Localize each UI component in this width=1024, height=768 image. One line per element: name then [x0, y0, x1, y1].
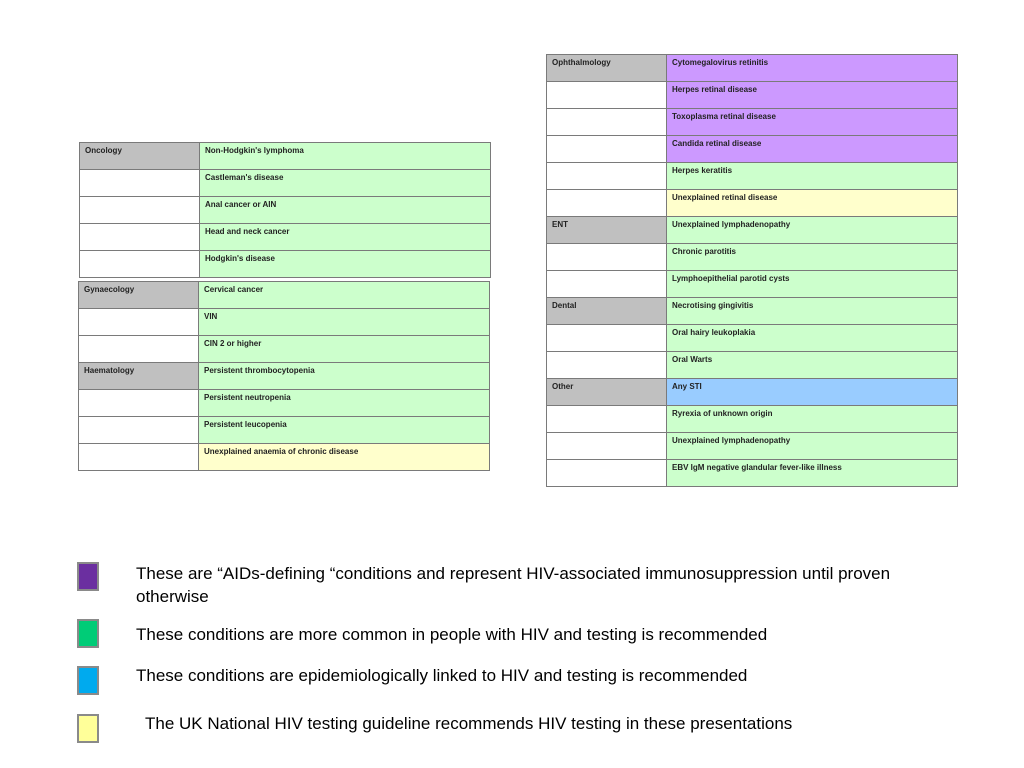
category-cell	[547, 82, 667, 109]
oncology-table	[79, 142, 491, 278]
legend-swatch-green	[77, 619, 99, 648]
condition-cell: Unexplained retinal disease	[667, 190, 958, 217]
table-row	[79, 444, 490, 471]
category-cell	[547, 109, 667, 136]
category-cell	[79, 390, 199, 417]
condition-cell: Unexplained anaemia of chronic disease	[199, 444, 490, 471]
table-row	[547, 136, 958, 163]
condition-cell: Any STI	[667, 379, 958, 406]
legend-text-aids-defining: These are “AIDs-defining “conditions and represent HIV-associated immunosuppression until proven otherwise	[136, 564, 891, 606]
condition-cell: Castleman's disease	[200, 170, 491, 197]
category-cell: Oncology	[80, 143, 200, 170]
condition-cell: Head and neck cancer	[200, 224, 491, 251]
condition-cell: CIN 2 or higher	[199, 336, 490, 363]
category-cell	[80, 224, 200, 251]
legend-text-uk-guideline: The UK National HIV testing guideline recommends HIV testing in these presentations	[145, 714, 793, 733]
table-row	[547, 244, 958, 271]
table-row	[80, 170, 491, 197]
table-row	[547, 406, 958, 433]
legend-text-more-common: These conditions are more common in people with HIV and testing is recommended	[136, 625, 768, 644]
condition-cell: Candida retinal disease	[667, 136, 958, 163]
category-cell	[547, 406, 667, 433]
table-row	[547, 379, 958, 406]
table-row	[79, 309, 490, 336]
condition-cell: Unexplained lymphadenopathy	[667, 433, 958, 460]
table-row	[80, 197, 491, 224]
table-row	[547, 298, 958, 325]
legend-swatch-yellow	[77, 714, 99, 743]
table-row	[547, 163, 958, 190]
category-cell	[79, 336, 199, 363]
gynaecology-haematology-table	[78, 281, 490, 471]
table-row	[547, 460, 958, 487]
ophthalmology-ent-dental-other-table	[546, 54, 958, 487]
category-cell	[547, 244, 667, 271]
condition-cell: Herpes keratitis	[667, 163, 958, 190]
category-cell	[547, 271, 667, 298]
category-cell	[79, 309, 199, 336]
table-row	[547, 82, 958, 109]
legend-swatch-blue	[77, 666, 99, 695]
condition-cell: Necrotising gingivitis	[667, 298, 958, 325]
table-row	[79, 336, 490, 363]
category-cell	[80, 170, 200, 197]
table-row	[80, 251, 491, 278]
table-row	[547, 325, 958, 352]
category-cell	[547, 433, 667, 460]
category-cell: Dental	[547, 298, 667, 325]
category-cell	[547, 136, 667, 163]
category-cell: Gynaecology	[79, 282, 199, 309]
table-row	[80, 224, 491, 251]
table-row	[547, 190, 958, 217]
category-cell: ENT	[547, 217, 667, 244]
table-row	[79, 417, 490, 444]
category-cell	[80, 251, 200, 278]
category-cell	[79, 417, 199, 444]
category-cell: Ophthalmology	[547, 55, 667, 82]
condition-cell: EBV IgM negative glandular fever-like illness	[667, 460, 958, 487]
condition-cell: Oral hairy leukoplakia	[667, 325, 958, 352]
condition-cell: Cervical cancer	[199, 282, 490, 309]
condition-cell: Persistent leucopenia	[199, 417, 490, 444]
category-cell: Haematology	[79, 363, 199, 390]
category-cell: Other	[547, 379, 667, 406]
condition-cell: VIN	[199, 309, 490, 336]
condition-cell: Oral Warts	[667, 352, 958, 379]
condition-cell: Persistent thrombocytopenia	[199, 363, 490, 390]
category-cell	[547, 325, 667, 352]
table-row	[547, 352, 958, 379]
table-row	[547, 433, 958, 460]
category-cell	[80, 197, 200, 224]
legend-swatch-purple	[77, 562, 99, 591]
table-row	[547, 271, 958, 298]
table-row	[80, 143, 491, 170]
condition-cell: Herpes retinal disease	[667, 82, 958, 109]
condition-cell: Chronic parotitis	[667, 244, 958, 271]
table-row	[79, 282, 490, 309]
condition-cell: Hodgkin's disease	[200, 251, 491, 278]
category-cell	[547, 190, 667, 217]
condition-cell: Anal cancer or AIN	[200, 197, 491, 224]
table-row	[79, 363, 490, 390]
condition-cell: Persistent neutropenia	[199, 390, 490, 417]
category-cell	[547, 460, 667, 487]
table-row	[547, 217, 958, 244]
condition-cell: Lymphoepithelial parotid cysts	[667, 271, 958, 298]
table-row	[547, 109, 958, 136]
legend-text-epidemiologically-linked: These conditions are epidemiologically linked to HIV and testing is recommended	[136, 666, 748, 685]
condition-cell: Non-Hodgkin's lymphoma	[200, 143, 491, 170]
category-cell	[79, 444, 199, 471]
condition-cell: Ryrexia of unknown origin	[667, 406, 958, 433]
table-row	[547, 55, 958, 82]
table-row	[79, 390, 490, 417]
category-cell	[547, 352, 667, 379]
category-cell	[547, 163, 667, 190]
condition-cell: Toxoplasma retinal disease	[667, 109, 958, 136]
condition-cell: Unexplained lymphadenopathy	[667, 217, 958, 244]
condition-cell: Cytomegalovirus retinitis	[667, 55, 958, 82]
